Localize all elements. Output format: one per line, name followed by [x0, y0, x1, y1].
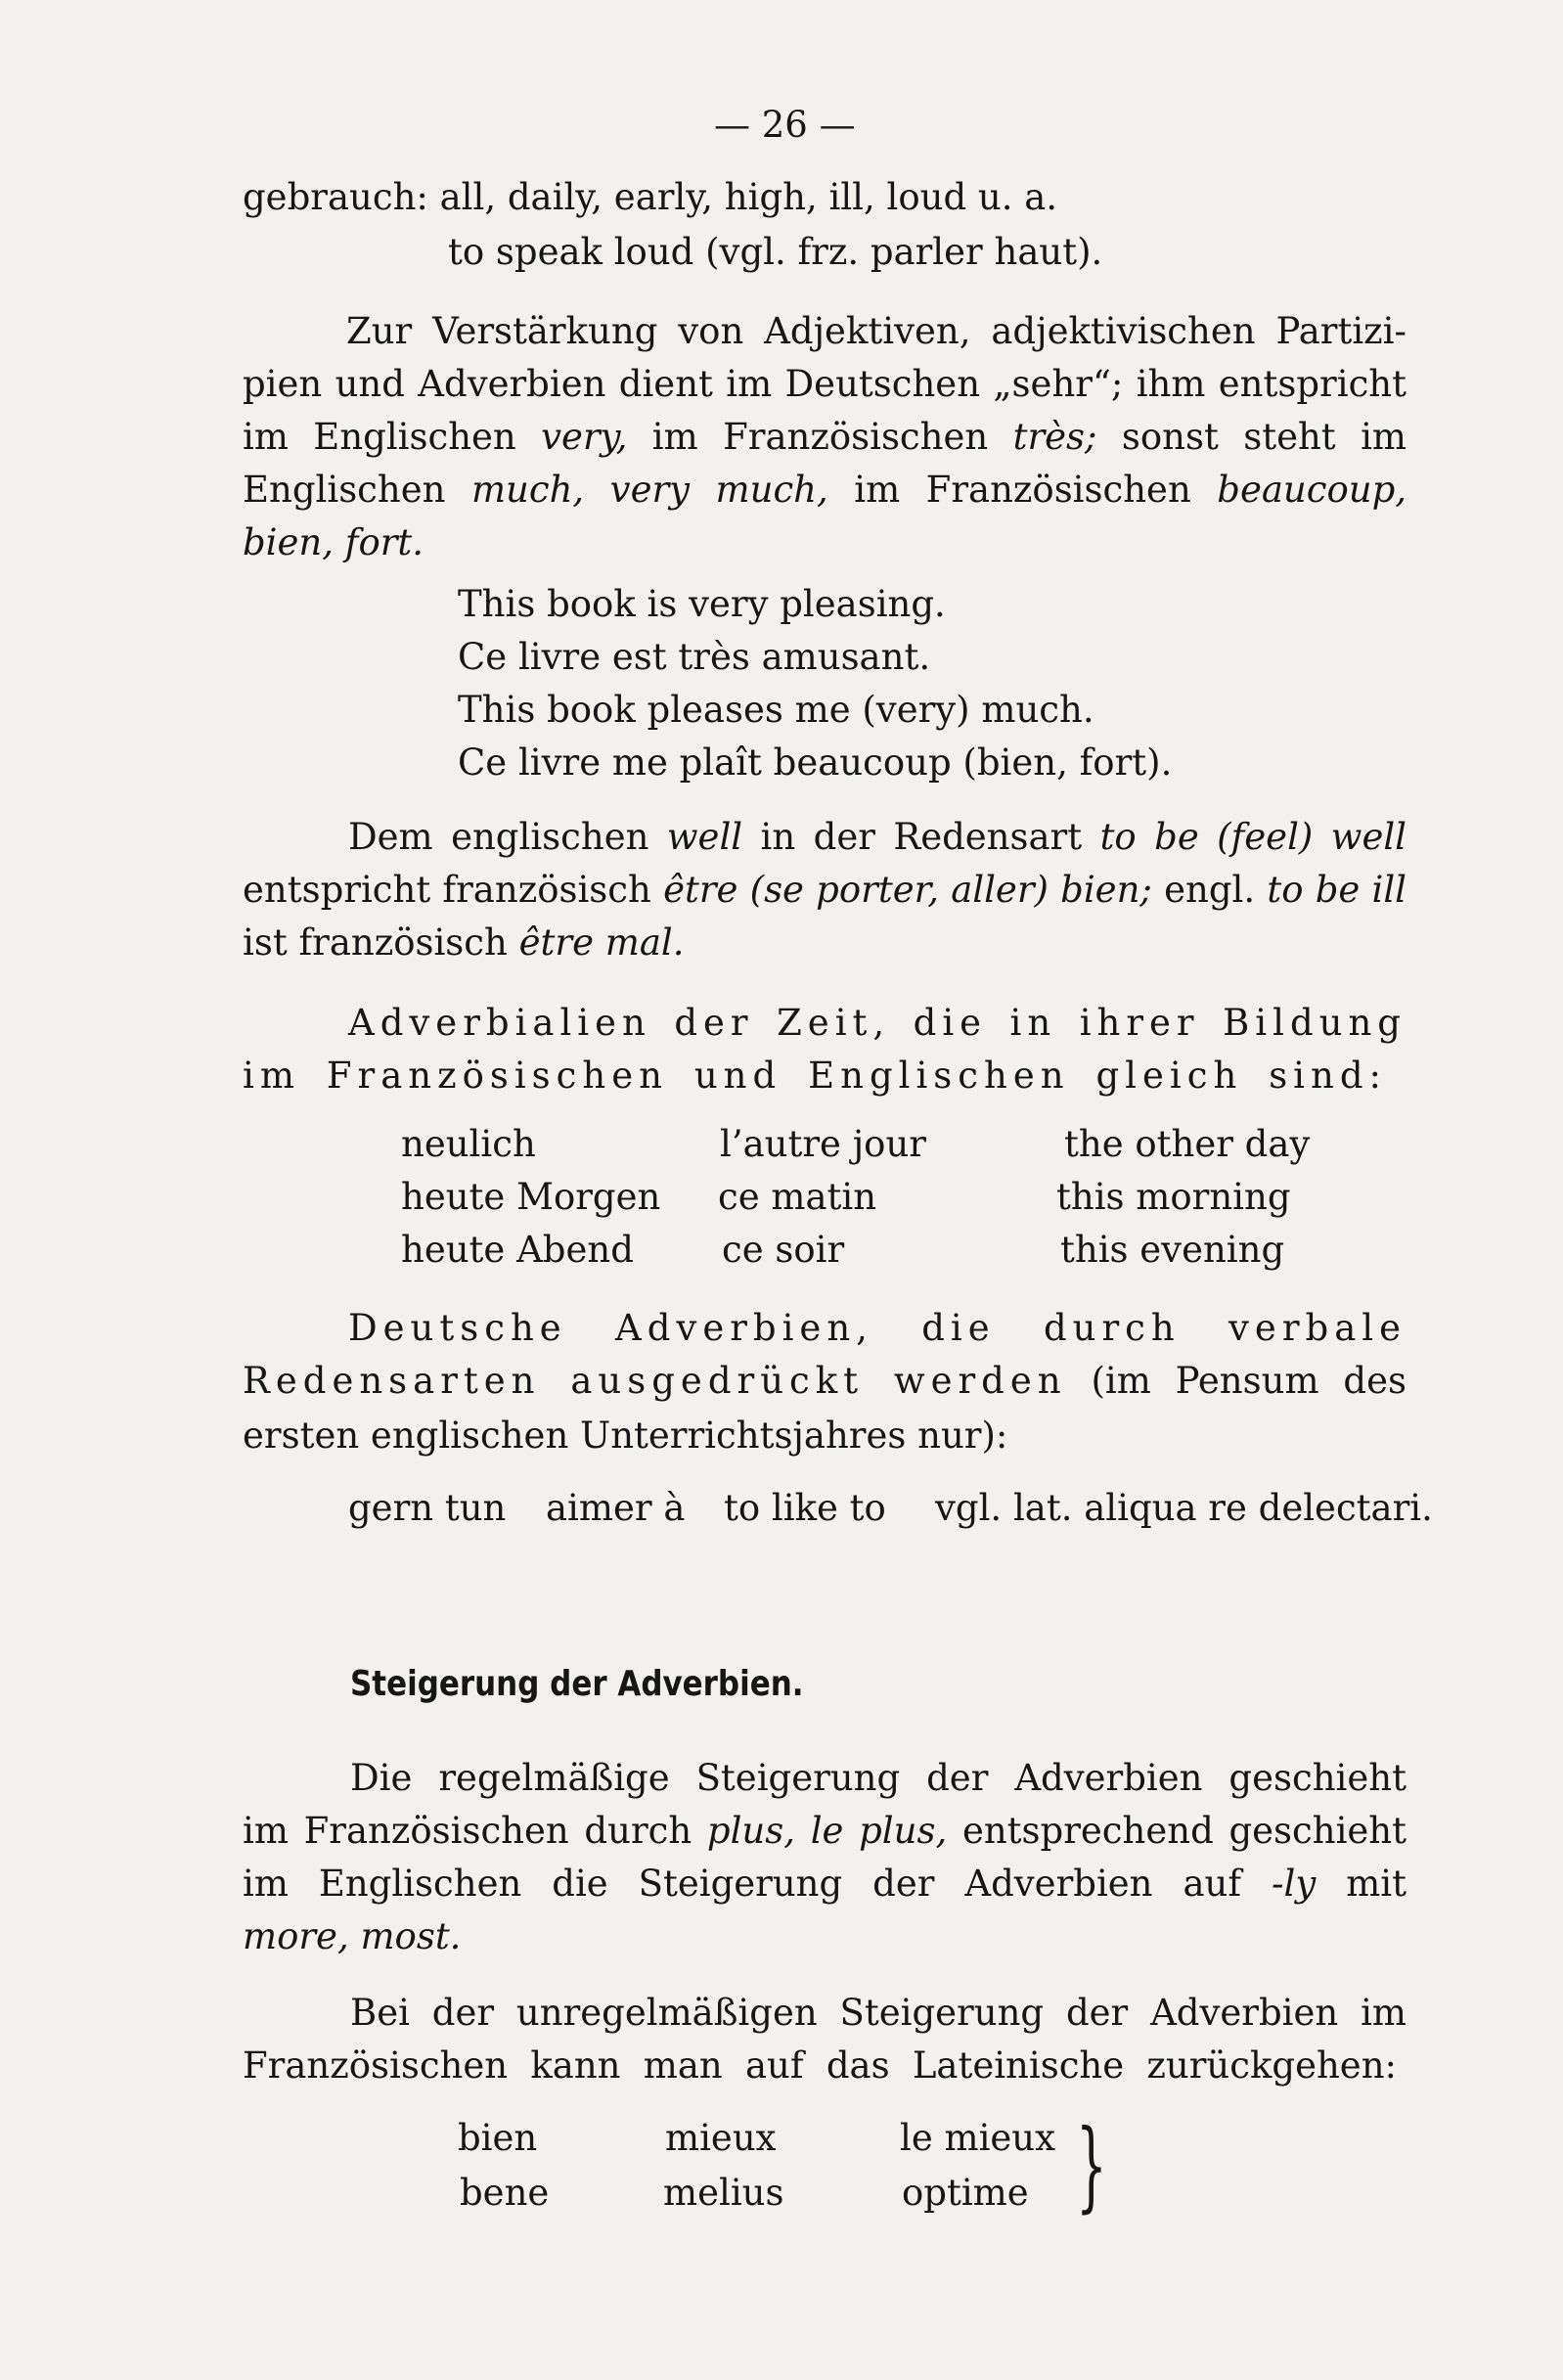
text-line: pien und Adverbien dient im Deutschen „sehr“; ihm entspricht: [243, 363, 1407, 405]
text-line: gebrauch: all, daily, early, high, ill, loud u. a.: [243, 176, 1058, 218]
table-cell: melius: [663, 2172, 784, 2214]
table-cell: this evening: [1060, 1229, 1285, 1271]
text-line: Französischen kann man auf das Lateinische zurückgehen:: [243, 2044, 1397, 2087]
table-cell: bien: [458, 2117, 538, 2159]
table-cell: this morning: [1056, 1176, 1291, 1218]
table-cell: optime: [902, 2172, 1029, 2214]
text-line: im Französischen durch plus, le plus, entsprechend geschieht: [243, 1810, 1407, 1852]
text-line: Adverbialien der Zeit, die in ihrer Bildung: [348, 1002, 1407, 1044]
text-line: more, most.: [243, 1915, 462, 1957]
text-line: bien, fort.: [243, 521, 424, 563]
table-cell: mieux: [665, 2117, 777, 2159]
table-cell: ce soir: [722, 1229, 845, 1271]
text-line: ersten englischen Unterrichtsjahres nur):: [243, 1415, 1008, 1457]
text-line: entspricht französisch être (se porter, aller) bien; engl. to be ill: [243, 869, 1407, 911]
text-line: Redensarten ausgedrückt werden (im Pensum des: [243, 1360, 1407, 1402]
table-cell: vgl. lat. aliqua re delectari.: [935, 1487, 1433, 1529]
section-heading: Steigerung der Adverbien.: [350, 1664, 804, 1704]
table-cell: l’autre jour: [720, 1123, 926, 1165]
text-line: im Französischen und Englischen gleich sind:: [243, 1055, 1387, 1097]
text-line: ist französisch être mal.: [243, 921, 685, 964]
example-line: This book pleases me (very) much.: [458, 689, 1094, 731]
table-cell: ce matin: [718, 1176, 877, 1218]
example-line: Ce livre me plaît beaucoup (bien, fort).: [458, 741, 1173, 784]
text-line: Deutsche Adverbien, die durch verbale: [348, 1307, 1407, 1349]
example-line: to speak loud (vgl. frz. parler haut).: [448, 231, 1103, 273]
brace-mark: }: [1076, 2108, 1107, 2223]
text-line: im Englischen die Steigerung der Adverbien auf -ly mit: [243, 1863, 1407, 1905]
table-cell: to like to: [724, 1487, 886, 1529]
text-line: Dem englischen well in der Redensart to be (feel) well: [348, 816, 1407, 858]
table-cell: aimer à: [546, 1487, 686, 1529]
table-cell: heute Morgen: [401, 1176, 661, 1218]
text-line: Die regelmäßige Steigerung der Adverbien geschieht: [350, 1757, 1407, 1799]
table-cell: bene: [460, 2172, 550, 2214]
table-cell: neulich: [401, 1123, 536, 1165]
table-cell: the other day: [1064, 1123, 1311, 1165]
example-line: Ce livre est très amusant.: [458, 636, 931, 678]
text-line: im Englischen very, im Französischen très; sonst steht im: [243, 416, 1407, 458]
page-number: — 26 —: [714, 104, 856, 146]
text-line: Zur Verstärkung von Adjektiven, adjektivischen Partizi-: [346, 310, 1407, 352]
table-cell: gern tun: [348, 1487, 507, 1529]
example-line: This book is very pleasing.: [458, 583, 946, 625]
table-cell: le mieux: [900, 2117, 1056, 2159]
text-line: Englischen much, very much, im Französischen beaucoup,: [243, 469, 1407, 511]
table-cell: heute Abend: [401, 1229, 634, 1271]
text-line: Bei der unregelmäßigen Steigerung der Adverbien im: [350, 1992, 1407, 2034]
